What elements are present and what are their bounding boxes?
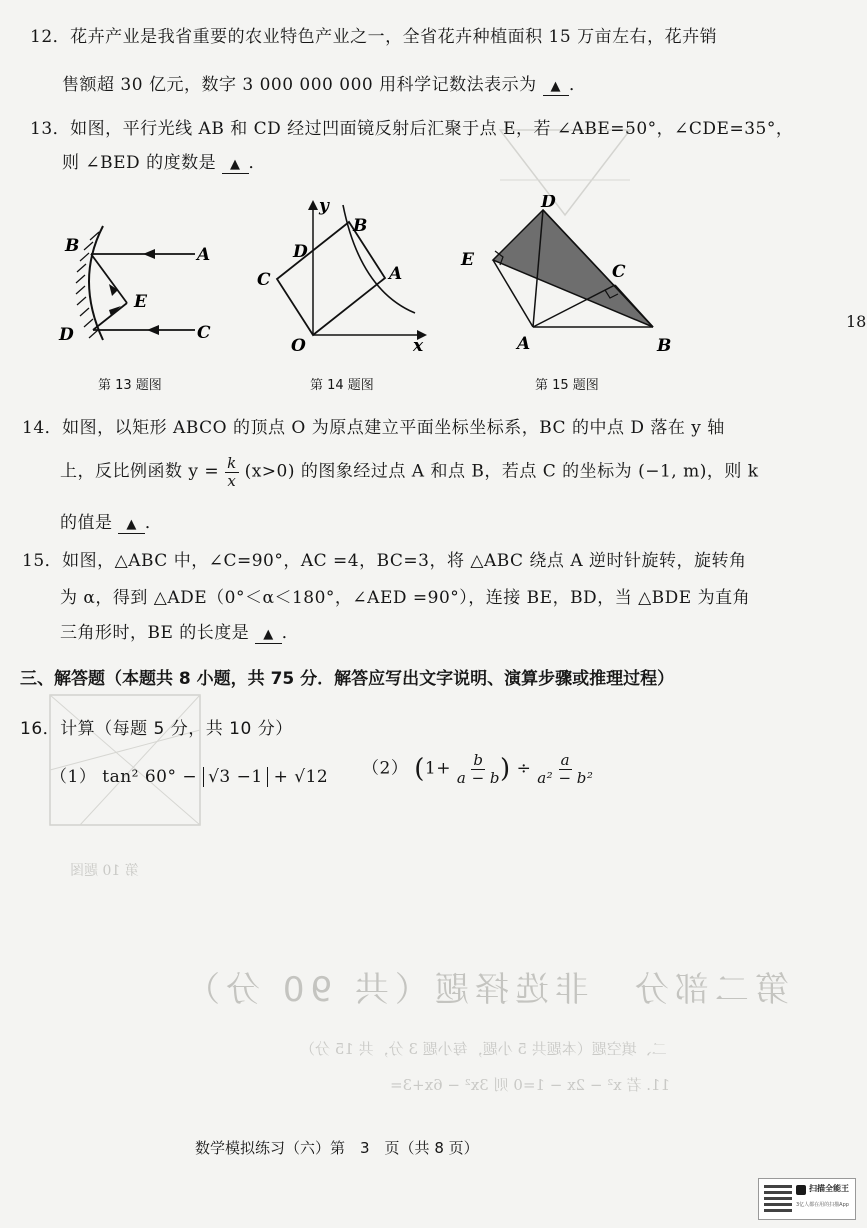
part-label: （2） bbox=[362, 758, 409, 779]
question-text: 如图，△ABC 中，∠C=90°，AC =4，BC=3，将 △ABC 绕点 A 逆时针旋转，旋转角 bbox=[62, 551, 747, 571]
question-text: 花卉产业是我省重要的农业特色产业之一，全省花卉种植面积 15 万亩左右，花卉销 bbox=[70, 27, 718, 47]
question-12-line2: 售额超 30 亿元，数字 3 000 000 000 用科学记数法表示为 ▲ ． bbox=[62, 75, 587, 95]
qr-code-icon bbox=[764, 1184, 792, 1212]
fraction: $\frac{k}{x}$ bbox=[227, 454, 237, 490]
question-text: 的值是 bbox=[60, 513, 113, 533]
fraction: $\frac{a}{\text{a² − b²}}$ bbox=[537, 751, 594, 787]
answer-blank: ▲ bbox=[118, 513, 145, 534]
answer-blank: ▲ bbox=[543, 75, 570, 96]
scanner-name: 扫描全能王 bbox=[809, 1184, 849, 1193]
math-expression: tan² 60° − bbox=[102, 767, 198, 787]
point-label: D bbox=[541, 195, 556, 212]
question-12-line1 bbox=[30, 22, 717, 47]
point-label: D bbox=[59, 325, 74, 345]
point-label: E bbox=[461, 250, 474, 270]
question-text: 如图，以矩形 ABCO 的顶点 O 为原点建立平面坐标坐标系，BC 的中点 D 落在 y 轴 bbox=[62, 418, 725, 438]
question-number: 14． bbox=[22, 418, 63, 438]
question-16-part1 bbox=[50, 762, 328, 787]
margin-number: 18 bbox=[846, 312, 867, 331]
question-text: 售额超 30 亿元，数字 3 000 000 000 用科学记数法表示为 bbox=[62, 75, 537, 95]
question-number: 16． bbox=[20, 719, 61, 739]
question-text: 三角形时，BE 的长度是 bbox=[60, 623, 250, 643]
page-footer: 数学模拟练习（六）第 3 页（共 8 页） bbox=[195, 1139, 479, 1157]
question-text: (x>0) 的图象经过点 A 和点 B，若点 C 的坐标为 (−1, m)，则 k bbox=[244, 461, 759, 482]
question-16-part2: （2） (1+ $\frac{b}{a - b}$ ) ÷ $\frac{a}{\text{a² − b²}}$ bbox=[362, 751, 594, 787]
scanner-badge bbox=[758, 1178, 856, 1220]
point-label: O bbox=[291, 336, 306, 355]
point-label: A bbox=[197, 245, 211, 265]
question-15-line2 bbox=[60, 583, 750, 608]
bleed-through-line: 二、填空题（本题共 5 小题，每小题 3 分，共 15 分） bbox=[300, 1040, 667, 1058]
point-label: C bbox=[197, 323, 211, 343]
math-expression: + √12 bbox=[273, 767, 329, 787]
figure-15-caption: 第 15 题图 bbox=[535, 378, 599, 393]
point-label: B bbox=[353, 216, 368, 236]
question-15-line3: 三角形时，BE 的长度是 ▲ ． bbox=[60, 623, 300, 643]
figure-14 bbox=[255, 195, 440, 355]
part-label: （1） bbox=[50, 767, 97, 787]
scanner-tagline: 3亿人都在用的扫描App bbox=[796, 1202, 849, 1208]
question-number: 15． bbox=[22, 551, 63, 571]
scanner-logo-icon bbox=[796, 1185, 806, 1195]
figure-13-caption: 第 13 题图 bbox=[98, 378, 162, 393]
question-15-line1 bbox=[22, 546, 747, 571]
point-label: D bbox=[293, 242, 308, 262]
figure-14-caption: 第 14 题图 bbox=[310, 378, 374, 393]
fraction: $\frac{b}{a - b}$ bbox=[456, 751, 501, 787]
point-label: B bbox=[65, 236, 80, 256]
figure-15 bbox=[455, 195, 680, 360]
bleed-through-title: 第二部分 非选择题（共 90 分） bbox=[180, 970, 789, 1010]
axis-label-x: x bbox=[413, 336, 424, 355]
point-label: A bbox=[389, 264, 403, 284]
figure-13 bbox=[55, 218, 225, 353]
question-text: 则 ∠BED 的度数是 bbox=[62, 153, 217, 173]
question-13-line2: 则 ∠BED 的度数是 ▲ ． bbox=[62, 153, 266, 173]
axis-label-y: y bbox=[319, 196, 329, 216]
answer-blank: ▲ bbox=[255, 623, 282, 644]
question-text: 上，反比例函数 y = bbox=[60, 461, 220, 482]
answer-blank: ▲ bbox=[222, 153, 249, 174]
question-14-line1 bbox=[22, 413, 725, 438]
question-13-line1 bbox=[30, 114, 793, 139]
point-label: E bbox=[134, 292, 147, 312]
point-label: B bbox=[657, 336, 672, 356]
question-number: 12． bbox=[30, 27, 71, 47]
section-heading: 三、解答题（本题共 8 小题，共 75 分．解答应写出文字说明、演算步骤或推理过程） bbox=[20, 669, 675, 689]
bleed-through-line: 11. 若 x² − 2x − 1=0 则 3x² − 6x+3= bbox=[390, 1076, 671, 1094]
question-16-title bbox=[20, 714, 293, 739]
question-text: 为 α，得到 △ADE（0°＜α＜180°，∠AED =90°），连接 BE，BD，当 △BDE 为直角 bbox=[60, 588, 751, 608]
question-text: 计算（每题 5 分，共 10 分） bbox=[60, 719, 293, 739]
point-label: C bbox=[257, 270, 271, 290]
point-label: C bbox=[612, 262, 626, 282]
point-label: A bbox=[517, 334, 531, 354]
question-14-line2 bbox=[60, 455, 759, 489]
absolute-value: √3 −1 bbox=[203, 767, 268, 787]
bleed-through-line: 第 10 题图 bbox=[70, 863, 139, 879]
question-number: 13． bbox=[30, 119, 71, 139]
question-text: 如图，平行光线 AB 和 CD 经过凹面镜反射后汇聚于点 E，若 ∠ABE=50°，∠CDE=35°， bbox=[70, 119, 794, 139]
question-14-line3: 的值是 ▲ ． bbox=[60, 513, 163, 533]
